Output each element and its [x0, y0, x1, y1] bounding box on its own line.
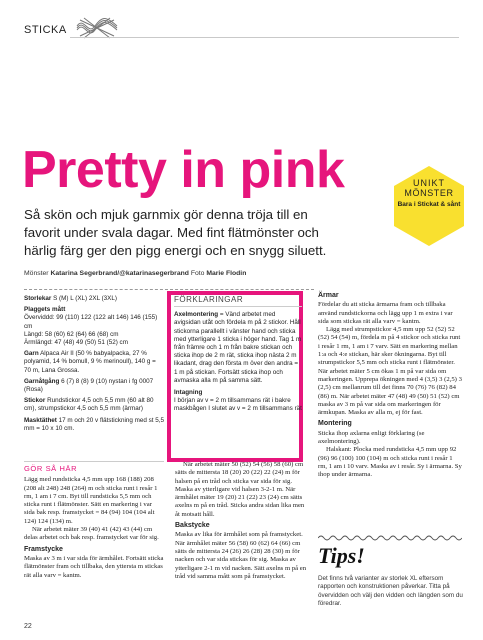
instructions-intro: Lägg med rundsticka 4,5 mm upp 168 (188) 208 (208 alt 248) 248 (264) m och sticka runt i resår 1 rm, 1 am i 7 cm. Byt till rundsticka 5,5 mm och sticka runt i flätmönster. Sätt en markering i var sida bak resp. framstycket = 84 (94) 104 (104 alt 124) 124 (134) m. [24, 476, 158, 525]
front-text: Maska av 3 m i var sida för ärmhålet. Fortsätt sticka flätmönster fram och tillbaka, den yttersta m stickas rät alla varv = kantm. [24, 554, 164, 579]
unique-pattern-badge [394, 178, 464, 209]
assembly-text: Sticka ihop axlarna enligt förklaring (se axelmontering). [318, 429, 425, 446]
article-title: Pretty in pink [22, 141, 345, 199]
instructions-column-2 [175, 461, 309, 581]
credits-pattern-label: Mönster [24, 270, 49, 277]
abbreviation-term: Axelmontering [174, 311, 219, 319]
credits-designers: Katarina Segerbrand/@katarinasegerbrand [50, 270, 189, 277]
lead-paragraph: Så skön och mjuk garnmix gör denna tröja till en favorit under svala dagar. Med fint flätmönster och härlig färg ger den pigg energi och en snygg siluett. [24, 207, 327, 258]
header-rule [70, 37, 459, 38]
spec-label: Stickor [24, 397, 46, 405]
badge-line-2: MÖNSTER [404, 188, 454, 198]
spec-item [24, 295, 164, 303]
page-number: 22 [24, 623, 32, 630]
credits [24, 270, 354, 277]
badge-line-3: Bara i Stickat & sånt [397, 201, 461, 208]
abbreviations-box [174, 296, 302, 418]
spec-item [24, 417, 164, 433]
credits-photo-label: Foto [190, 270, 205, 277]
dotted-wave-divider [318, 534, 462, 542]
tips-text: Det finns två varianter av storlek XL eftersom rapporten och konstruktionen påverkar. Titta på övervidden och välj den vidden och längden som du föredrar. [318, 575, 463, 607]
spec-value: S (M) L (XL) 2XL (3XL) [53, 295, 117, 302]
dashed-divider [24, 289, 314, 290]
assembly-text-2: Halskant: Plocka med rundsticka 4,5 mm upp 92 (96) 96 (100) 100 (104) m och sticka runt i resår 1 rm, 1 am i 10 varv. Maska av i resår. Sy i ärmarna. Sy ihop under ärmarna. [318, 446, 462, 479]
spec-value: Rundstickor 4,5 och 5,5 mm (60 alt 80 cm), strumpstickor 4,5 och 5,5 mm (ärmar) [24, 397, 154, 413]
abbreviation-term: Intagning [174, 389, 203, 397]
spec-label: Storlekar [24, 295, 52, 302]
spec-label: Garn [24, 350, 39, 358]
front-text-cont: När arbetet mäter 50 (52) 54 (56) 58 (60) cm sätts de mittersta 18 (20) 20 (22) 22 (24) m för halsen på en tråd och sticka var sida för sig. Maska av ytterligare vid halsen 3-2-1 m. När ärmhålet mäter 19 (20) 21 (22) 23 (24) cm sätts axelns m på en tråd. Sticka andra sidan lika men åt motsatt håll. [175, 461, 305, 518]
abbreviation-text: = Vänd arbetet med avigsidan utåt och fördela m på 2 stickor. Håll stickorna parallellt i vänster hand och sticka med ytterligare 1 sticka i höger hand. Tag 1 m från främre och 1 m från bakre stickan och sticka ihop de 2 m rät, sticka ihop nästa 2 m likadant, drag den första m över den andra = 1 m på stickan. Fortsätt sticka ihop och avmaska alla m på samma sätt. [174, 311, 302, 384]
spec-value: Överviddd: 99 (110) 122 (122 alt 146) 146 (155) cm [24, 314, 158, 330]
abbreviations-heading: FÖRKLARINGAR [174, 296, 302, 307]
sleeves-text-2: Lägg med strumpstickor 4,5 mm upp 52 (52) 52 (52) 54 (54) m, fördela m på 4 stickor och sticka runt i resår 1 rm, 1 am i 7 varv. Sätt en markering mellan 1:a och 4:e stickan, här sker ökningarna. Byt till strumpstickor 5,5 mm och sticka runt i flätmönster. När arbetet mäter 5 cm ökas 1 m på var sida om markeringen. Upprepa ökningen med 4 (3,5) 3 (2,5) 3 (2,5) cm mellanrum till det finns 70 (76) 76 (82) 84 (86) m. När arbetet mäter 47 (48) 49 (50) 51 (52) cm maska av 3 m på var sida om markeringen för ärmkupan. Maska av alla m, ej för fast. [318, 326, 462, 417]
credits-photographer: Marie Flodin [206, 270, 247, 277]
instructions-column-1 [24, 461, 164, 580]
sleeves-heading: Ärmar [318, 292, 339, 299]
instructions-intro-2: När arbetet mäter 39 (40) 41 (42) 43 (44) cm delas arbetet och bak resp. framstycket var för sig. [24, 526, 159, 542]
spec-item [24, 378, 164, 394]
spec-value: Längd: 58 (60) 62 (64) 66 (68) cm [24, 330, 119, 338]
back-text: Maska av lika för ärmhålet som på framstycket. När ärmhålet mäter 56 (58) 60 (62) 64 (66) cm sätts de mittersta 24 (26) 26 (28) 28 (30) m för nacken och var sida stickas för sig. Maska av ytterligare 2-1 m vid nacken. Sätt axelns m på en tråd vid samma mått som på framstycket. [175, 531, 307, 580]
instructions-column-3 [318, 292, 462, 480]
sleeves-text: Fördelar du att sticka ärmarna fram och tillbaka använd rundstickorna och lägg upp 1 m extra i var sida som stickas rät alla varv = kantm. [318, 301, 453, 325]
section-label: STICKA [24, 24, 67, 36]
spec-label: Plaggets mått [24, 306, 66, 314]
badge-line-1: UNIKT [413, 178, 445, 188]
spec-label: Garnåtgång [24, 377, 60, 385]
spec-value: Ärmlängd: 47 (48) 49 (50) 51 (52) cm [24, 339, 128, 347]
spec-label: Masktäthet [24, 416, 57, 424]
spec-value: 17 m och 20 v flätstickning med st 5,5 mm = 10 x 10 cm. [24, 416, 165, 432]
instructions-heading: GÖR SÅ HÄR [24, 461, 164, 473]
spec-list [24, 295, 164, 436]
abbreviation-text: I början av v = 2 m tillsammans rät i bakre maskbågen I slutet av v = 2 m tillsammans rät [174, 397, 302, 413]
abbreviation-item [174, 389, 302, 414]
spec-value: Alpaca Air II (50 % babyalpacka, 27 % polyamid, 14 % bomull, 9 % merinoull), 140 g = 70 m, Lana Grossa. [24, 350, 156, 374]
assembly-heading: Montering [318, 420, 352, 428]
spec-item [24, 397, 164, 413]
spec-item [24, 306, 164, 347]
front-heading: Framstycke [24, 545, 63, 553]
spec-value: 6 (7) 8 (8) 9 (10) nystan i fg 0007 (Rosa) [24, 377, 154, 394]
spec-item [24, 350, 164, 375]
abbreviation-item [174, 311, 302, 385]
tips-heading: Tips! [318, 543, 365, 568]
back-heading: Bakstycke [175, 522, 210, 530]
